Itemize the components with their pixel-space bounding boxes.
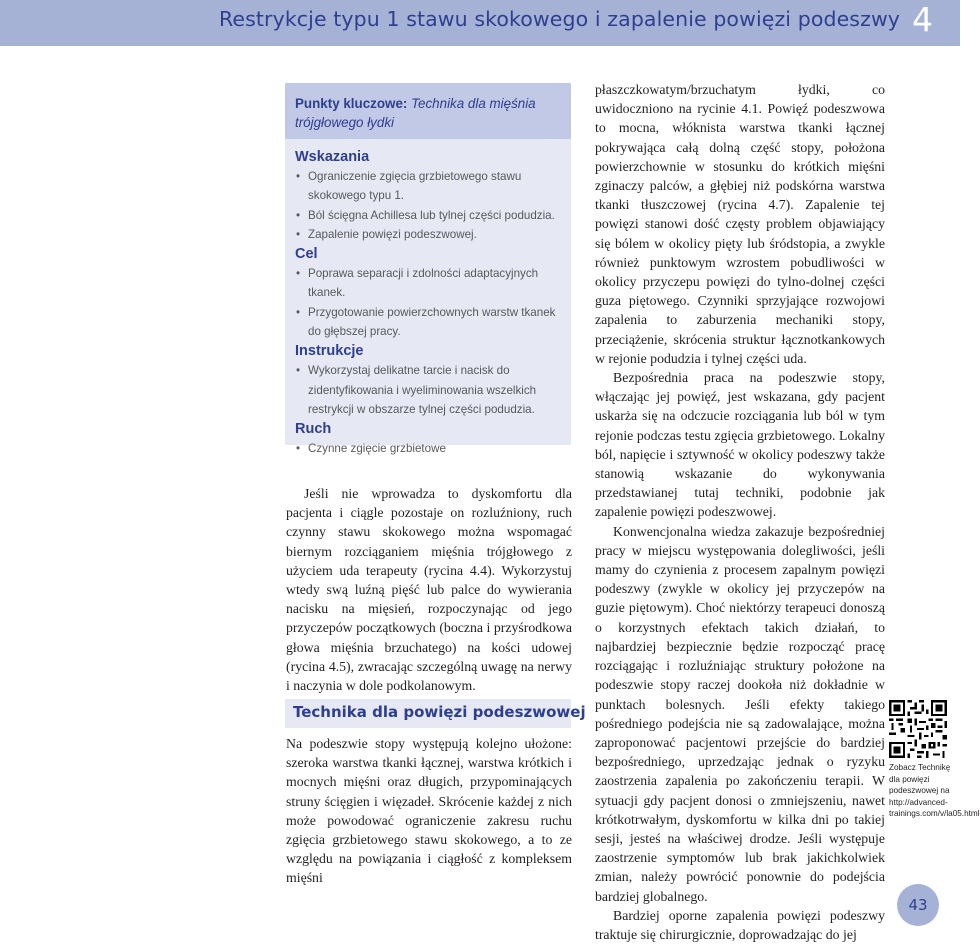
- key-points-header: [285, 83, 571, 139]
- key-points-heading-goal: Cel: [295, 246, 318, 263]
- instructions-list: [295, 361, 567, 419]
- body-paragraph: Jeśli nie wprowadza to dyskomfortu dla pacjenta i ciągle pozostaje on rozluźniony, ruch czynny stawu skokowego można wspomagać biernym rozciąganiem mięśnia trójgłowego z użyciem uda terapeuty (rycina 4.4). Wykorzystuj wtedy swą luźną pięść lub palce do wywierania nacisku na mięsień, rozpoczynając od jego przyczepów początkowych (boczna i przyśrodkowa głowa mięśnia brzuchatego) na kości udowej (rycina 4.5), zwracając szczególną uwagę na nerwy i naczynia w dole podkolanowym.: [286, 486, 572, 694]
- qr-caption: Zobacz Technikę dla powięzi podeszwowej na http://advanced-trainings.com/v/la05.html: [889, 763, 980, 818]
- key-points-title-technique: Technika dla mięśnia trójgłowego łydki: [295, 96, 536, 130]
- section-title: Technika dla powięzi podeszwowej: [293, 703, 586, 721]
- list-item: • Wykorzystaj delikatne tarcie i nacisk do zidentyfikowania i wyeliminowania wszelkich restrykcji w obszarze tylnej części podudzia.: [295, 361, 567, 419]
- indications-list: [295, 167, 567, 244]
- body-paragraph: płaszczkowatym/brzuchatym łydki, co uwidoczniono na rycinie 4.1. Powięź podeszwowa to mocna, włóknista warstwa tkanki łącznej pokrywająca całą dolną część stopy, położona powierzchownie w stosunku do krótkich mięśni zginaczy palców, a głębiej niż podskórna warstwa tkanki tłuszczowej (rycina 4.7). Zapalenie tej powięzi stanowi dość częsty problem objawiający się bólem w okolicy pięty lub śródstopia, a zwykle również punktowym wzrostem pobudliwości w okolicy przyczepu powięzi do tylno-dolnej części guza piętowego. Czynniki sprzyjające rozwojowi zapalenia to zaburzenia mechaniki stopy, przeciążenie, skrócenia struktur łącznotkankowych w rejonie podudzia i tylnej części uda.: [595, 82, 885, 366]
- body-column-left-bottom: [286, 734, 572, 888]
- qr-code-icon[interactable]: [889, 700, 947, 758]
- goal-list: [295, 264, 567, 341]
- list-item: • Przygotowanie powierzchownych warstw tkanek do głębszej pracy.: [295, 303, 567, 342]
- list-item: • Zapalenie powięzi podeszwowej.: [295, 225, 567, 244]
- key-points-title: [295, 94, 565, 132]
- list-item: • Ograniczenie zgięcia grzbietowego stawu skokowego typu 1.: [295, 167, 567, 206]
- list-item: • Poprawa separacji i zdolności adaptacyjnych tkanek.: [295, 264, 567, 303]
- list-item: • Czynne zgięcie grzbietowe: [295, 439, 567, 458]
- chapter-header: [0, 0, 960, 46]
- key-points-heading-instructions: Instrukcje: [295, 343, 364, 360]
- body-column-right: [595, 80, 885, 944]
- key-points-heading-indications: Wskazania: [295, 149, 370, 165]
- chapter-number: 4: [912, 0, 933, 39]
- key-points-title-label: Punkty kluczowe:: [295, 96, 412, 111]
- page-number-badge: [897, 884, 939, 926]
- body-paragraph: Na podeszwie stopy występują kolejno ułożone: szeroka warstwa tkanki łącznej, warstwa krótkich i mocnych mięśni oraz długich, przypominających struny ścięgien i więzadeł. Skrócenie każdej z nich może powodować ograniczenie zakresu ruchu zgięcia grzbietowego stawu skokowego, a to ze względu na powiązania i ciągłość z kompleksem mięśni: [286, 736, 572, 886]
- page-number: 43: [908, 896, 928, 914]
- key-points-body: [295, 147, 567, 459]
- body-paragraph: Bezpośrednia praca na podeszwie stopy, włączając jej powięź, jest wskazana, gdy pacjent uskarża się na odczucie rozciągania lub ból w tym rejonie podczas testu zgięcia grzbietowego. Lokalny ból, napięcie i sztywność w okolicy podeszwy także stanowią wskazanie do wykonywania przedstawianej tutaj techniki, podobnie jak zapalenie powięzi podeszwowej.: [595, 370, 885, 520]
- chapter-title: Restrykcje typu 1 stawu skokowego i zapalenie powięzi podeszwy: [219, 7, 901, 31]
- key-points-box: [285, 83, 571, 456]
- section-header: [285, 699, 586, 728]
- key-points-heading-movement: Ruch: [295, 421, 332, 438]
- body-paragraph: Bardziej oporne zapalenia powięzi podeszwy traktuje się chirurgicznie, doprowadzając do jej: [595, 907, 885, 942]
- movement-list: [295, 439, 567, 458]
- body-column-left-top: [286, 484, 572, 695]
- list-item: • Ból ścięgna Achillesa lub tylnej części podudzia.: [295, 206, 567, 225]
- body-paragraph: Konwencjonalna wiedza zakazuje bezpośredniej pracy w miejscu występowania dolegliwości, jeśli mamy do czynienia z procesem zapalnym powięzi podeszwy (zwykle w okolicy jej przyczepów na guzie piętowym). Choć niektórzy terapeuci donoszą o korzystnych efektach takich działań, to najbardziej bezpiecznie będzie rozpocząć pracę rozciągając i rozluźniając struktury położone na podeszwie stopy raczej dookoła niż dokładnie w punktach bolesnych. Jeśli efekty takiego pośredniego podejścia nie są zadowalające, można zaproponować pacjentowi przejście do bardziej bezpośredniego, uprzedzając jednak o ryzyku zaostrzenia zapalenia po zakończeniu terapii. W sytuacji gdy pacjent donosi o zmniejszeniu, nawet krótkotrwałym, dyskomfortu w kilka dni po takiej sesji, jesteś na właściwej drodze. Jeśli występuje zaostrzenie symptomów lub brak jakichkolwiek zmian, należy powrócić ponownie do podejścia bardziej globalnego.: [595, 523, 885, 904]
